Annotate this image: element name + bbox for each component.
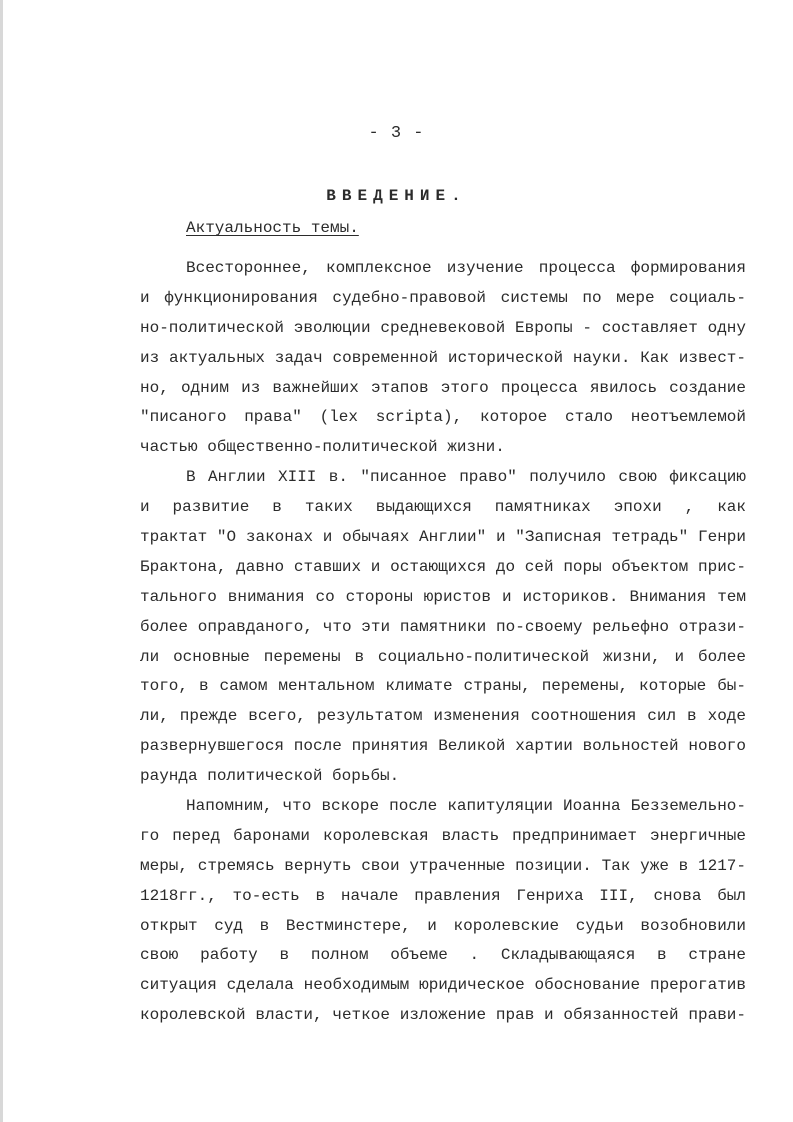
text-line: трактат "О законах и обычаях Англии" и "Записная тетрадь" Генри [140, 528, 746, 547]
text-line: более оправданого, что эти памятники по-своему рельефно отрази- [140, 617, 746, 636]
text-line: и развитие в таких выдающихся памятниках эпохи , как [140, 498, 746, 517]
text-line: того, в самом ментальном климате страны, перемены, которые бы- [140, 677, 746, 696]
text-line: В Англии XIII в. "писанное право" получило свою фиксацию [186, 468, 746, 487]
text-line: открыт суд в Вестминстере, и королевские судьи возобновили [140, 916, 746, 935]
text-line: и функционирования судебно-правовой системы по мере социаль- [140, 288, 746, 307]
text-line: развернувшегося после принятия Великой хартии вольностей нового [140, 737, 746, 756]
scan-edge [0, 0, 3, 1122]
text-line: Всестороннее, комплексное изучение процесса формирования [186, 259, 746, 277]
page-number: - 3 - [368, 124, 425, 143]
text-line: го перед баронами королевская власть предпринимает энергичные [140, 826, 746, 845]
text-line: тального внимания со стороны юристов и историков. Внимания тем [140, 587, 746, 606]
text-line: "писаного права" (lex scripta), которое стало неотъемлемой [140, 408, 746, 427]
text-line: Брактона, давно ставших и остающихся до сей поры объектом прис- [140, 557, 746, 576]
text-line: ли, прежде всего, результатом изменения соотношения сил в ходе [140, 707, 746, 726]
text-line: 1218гг., то-есть в начале правления Генриха III, снова был [140, 886, 746, 905]
text-line: но, одним из важнейших этапов этого процесса явилось создание [140, 378, 746, 397]
text-line: ситуация сделала необходимым юридическое обоснование прерогатив [140, 976, 746, 995]
text-line: ли основные перемены в социально-политической жизни, и более [140, 647, 746, 666]
text-line: но-политической эволюции средневековой Европы - составляет одну [140, 318, 746, 337]
text-line: свою работу в полном объеме . Складывающаяся в стране [140, 946, 746, 965]
text-line: меры, стремясь вернуть свои утраченные позиции. Так уже в 1217- [140, 856, 746, 875]
body-text [140, 254, 746, 1031]
text-line: Напомним, что вскоре после капитуляции Иоанна Безземельно- [186, 797, 746, 816]
section-heading: ВВЕДЕНИЕ. [326, 187, 467, 205]
text-line: королевской власти, четкое изложение прав и обязанностей прави- [140, 1006, 746, 1025]
text-line: частью общественно-политической жизни. [140, 438, 505, 457]
text-line: раунда политической борьбы. [140, 767, 400, 786]
text-line: из актуальных задач современной исторической науки. Как извест- [140, 348, 746, 367]
section-subheading: Актуальность темы. [186, 219, 359, 237]
